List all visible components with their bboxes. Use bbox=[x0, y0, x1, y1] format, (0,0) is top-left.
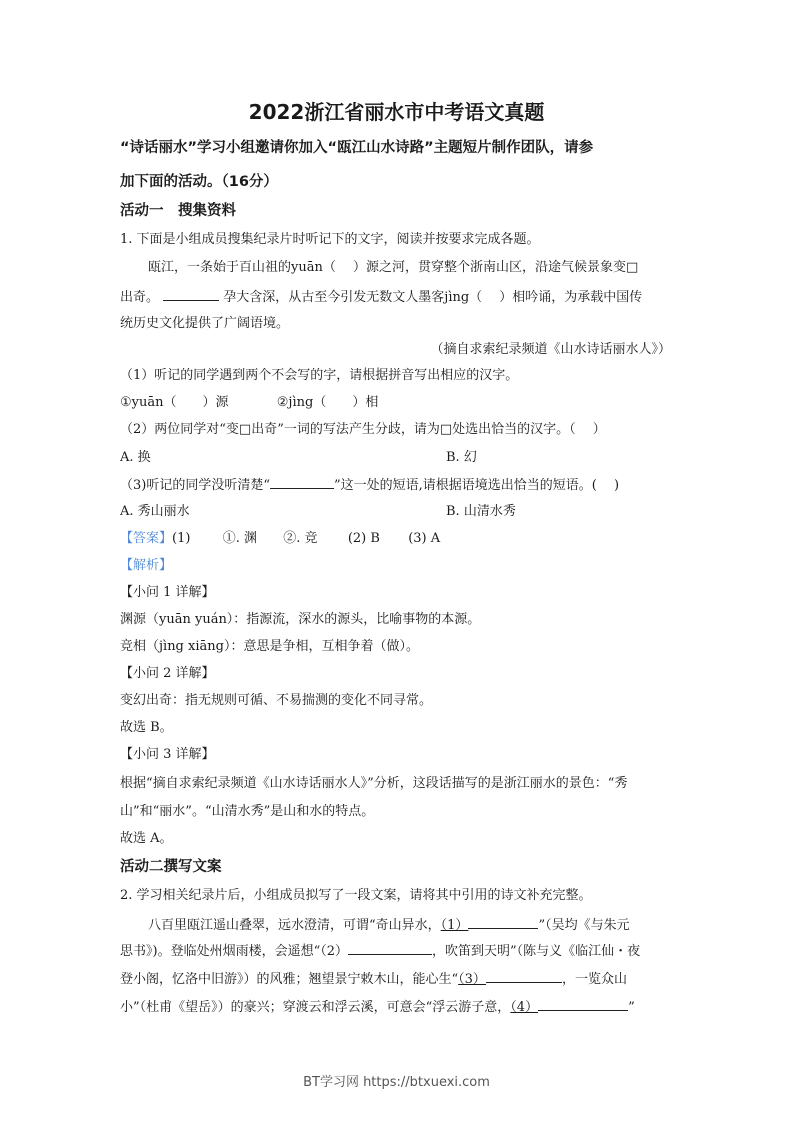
sub3-options bbox=[120, 502, 680, 522]
sub1-item-1: ①yuān（ ）源 bbox=[120, 395, 229, 410]
fill-line-1-text: 八百里瓯江遥山叠翠，远水澄清，可谓“奇山异水， bbox=[148, 918, 441, 933]
fill-blank-3[interactable] bbox=[486, 968, 562, 983]
fill-blank-1-label: （1） bbox=[440, 918, 469, 933]
sub3-option-b: B. 山清水秀 bbox=[446, 504, 516, 519]
analysis-q2-heading: 【小问 2 详解】 bbox=[120, 666, 215, 681]
answer-part: (1) bbox=[172, 531, 191, 546]
sub2-options bbox=[120, 448, 680, 468]
question2-prompt: 2. 学习相关纪录片后，小组成员拟写了一段文案，请将其中引用的诗文补充完整。 bbox=[120, 888, 592, 903]
sub1-item-2: ②jìng（ ）相 bbox=[276, 395, 379, 410]
fill-line-3 bbox=[120, 968, 627, 990]
watermark-footer[interactable]: BT学习网 https://btxuexi.com bbox=[303, 1075, 490, 1090]
fill-line-2 bbox=[120, 940, 640, 962]
fill-blank-1[interactable] bbox=[468, 914, 538, 929]
fill-line-2-text: 思书》)。登临处州烟雨楼，会遥想“（2） bbox=[120, 944, 348, 959]
answer-part: ②. 竞 bbox=[283, 531, 318, 546]
sub3-prompt bbox=[120, 474, 619, 496]
question1-prompt: 1. 下面是小组成员搜集纪录片时听记下的文字，阅读并按要求完成各题。 bbox=[120, 232, 540, 247]
fill-line-4-tail: ” bbox=[628, 1000, 635, 1015]
analysis-q3-line-2: 山”和“丽水”。“山清水秀”是山和水的特点。 bbox=[120, 804, 375, 819]
sub3-prompt-a: （3)听记的同学没听清楚“ bbox=[120, 478, 270, 493]
activity2-heading: 活动二撰写文案 bbox=[120, 859, 222, 875]
sub2-option-b: B. 幻 bbox=[446, 450, 477, 465]
fill-line-1-tail: ”（吴均《与朱元 bbox=[538, 918, 630, 933]
page-title: 2022浙江省丽水市中考语文真题 bbox=[248, 100, 545, 124]
fill-blank-4-label: （4） bbox=[510, 1000, 539, 1015]
analysis-q2-line-1: 变幻出奇：指无规则可循、不易揣测的变化不同寻常。 bbox=[120, 693, 433, 708]
analysis-q1-line-1: 渊源（yuān yuán）：指源流，深水的源头，比喻事物的本源。 bbox=[120, 612, 481, 627]
answer-part: (2) B bbox=[347, 531, 380, 546]
analysis-q1-heading: 【小问 1 详解】 bbox=[120, 585, 215, 600]
sub1-items bbox=[120, 393, 378, 413]
intro-line-2: 加下面的活动。（16分） bbox=[120, 174, 278, 190]
passage-line-2a: 出奇。 bbox=[120, 290, 160, 305]
fill-line-2-tail: ，吹笛到天明”（陈与义《临江仙・夜 bbox=[432, 944, 641, 959]
fill-blank-3-label: （3） bbox=[458, 972, 486, 987]
passage-line-2 bbox=[120, 286, 642, 308]
sub3-option-a: A. 秀山丽水 bbox=[120, 504, 190, 519]
fill-line-1 bbox=[148, 914, 630, 936]
answer-part: (3) A bbox=[408, 531, 441, 546]
sub1-prompt: （1）听记的同学遇到两个不会写的字，请根据拼音写出相应的汉字。 bbox=[120, 368, 519, 383]
answer-label: 【答案】 bbox=[120, 531, 173, 546]
sub3-blank[interactable] bbox=[270, 474, 334, 489]
sub3-prompt-b: ”这一处的短语,请根据语境选出恰当的短语。( ) bbox=[334, 478, 620, 493]
passage-line-3: 统历史文化提供了广阔语境。 bbox=[120, 316, 290, 331]
fill-line-4-text: 小”（杜甫《望岳》）的豪兴；穿渡云和浮云溪，可意会“浮云游子意， bbox=[120, 1000, 511, 1015]
analysis-q2-line-2: 故选 B。 bbox=[120, 720, 173, 735]
fill-blank-4[interactable] bbox=[538, 996, 628, 1011]
answer-line bbox=[120, 529, 440, 549]
fill-blank-2[interactable] bbox=[348, 940, 432, 955]
analysis-q3-line-1: 根据“摘自求索纪录频道《山水诗话丽水人》”分析，这段话描写的是浙江丽水的景色：“秀 bbox=[120, 776, 628, 791]
analysis-q1-line-2: 竞相（jìng xiāng）：意思是争相，互相争着（做）。 bbox=[120, 639, 419, 654]
intro-line-1: “诗话丽水”学习小组邀请你加入“瓯江山水诗路”主题短片制作团队，请参 bbox=[120, 140, 594, 156]
sub2-option-a: A. 换 bbox=[120, 450, 151, 465]
passage-blank[interactable] bbox=[163, 286, 219, 301]
answer-part: ①. 渊 bbox=[222, 531, 257, 546]
passage-source: （摘自求索纪录频道《山水诗话丽水人》） bbox=[430, 342, 671, 357]
passage-line-2b: 孕大含深，从古至今引发无数文人墨客jìng（ ）相吟诵，为承载中国传 bbox=[223, 290, 643, 305]
analysis-q3-line-3: 故选 A。 bbox=[120, 831, 173, 846]
analysis-q3-heading: 【小问 3 详解】 bbox=[120, 747, 215, 762]
activity1-heading: 活动一 搜集资料 bbox=[120, 203, 236, 219]
fill-line-3-text: 登小阁，忆洛中旧游》）的风雅；翘望景宁敕木山，能心生“ bbox=[120, 972, 459, 987]
fill-line-4 bbox=[120, 996, 635, 1018]
passage-line-1: 瓯江，一条始于百山祖的yuān（ ）源之河，贯穿整个浙南山区，沿途气候景象变□ bbox=[148, 260, 639, 275]
sub2-prompt: （2）两位同学对“变□出奇”一词的写法产生分歧，请为□处选出恰当的汉字。（ ） bbox=[120, 422, 606, 437]
fill-line-3-tail: ，一览众山 bbox=[561, 972, 627, 987]
analysis-label: 【解析】 bbox=[120, 558, 173, 573]
